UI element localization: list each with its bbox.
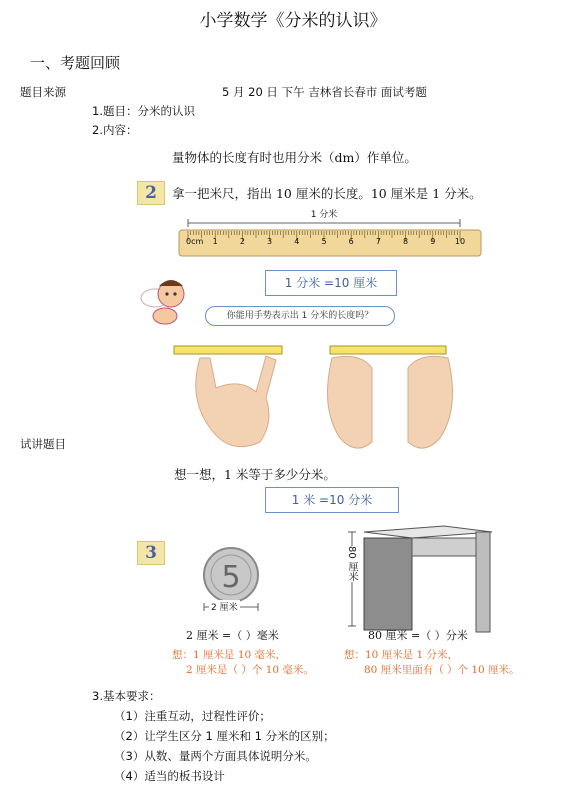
requirements-heading: 3.基本要求： xyxy=(92,689,161,703)
ruler-zero-label: 0cm xyxy=(186,237,204,246)
ruler-tick-label: 2 xyxy=(239,237,245,246)
requirement-item: （1）注重互动，过程性评价； xyxy=(114,709,271,723)
ruler-tick-label: 7 xyxy=(375,237,381,246)
hint-right-line1: 想：10 厘米是 1 分米， xyxy=(344,649,459,661)
document-title: 小学数学《分米的认识》 xyxy=(199,11,387,31)
question-number-3: 3 xyxy=(137,541,165,565)
equation-left: 2 厘米 =（ ）毫米 xyxy=(186,629,279,642)
ruler-tick-label: 10 xyxy=(454,237,466,246)
ruler-tick-label: 4 xyxy=(294,237,300,246)
hands-flat-icon xyxy=(320,338,460,460)
equation-right: 80 厘米 =（ ）分米 xyxy=(368,629,468,642)
content-line: 2.内容： xyxy=(92,123,138,137)
svg-text:5: 5 xyxy=(221,560,241,595)
equation-box-dm-cm: 1 分米 =10 厘米 xyxy=(265,270,397,296)
requirement-item: （2）让学生区分 1 厘米和 1 分米的区别； xyxy=(114,729,335,743)
ruler-tick-label: 1 xyxy=(212,237,218,246)
think-text: 想一想，1 米等于多少分米。 xyxy=(174,467,336,482)
source-label: 题目来源 xyxy=(20,85,66,99)
equation-box-m-dm: 1 米 =10 分米 xyxy=(265,487,399,513)
textbook-intro: 量物体的长度有时也用分米（dm）作单位。 xyxy=(172,150,417,165)
section-heading: 一、考题回顾 xyxy=(30,54,121,72)
trial-label: 试讲题目 xyxy=(20,437,66,451)
hint-left-line1: 想：1 厘米是 10 毫米， xyxy=(172,649,287,661)
question-2-text: 拿一把米尺，指出 10 厘米的长度。10 厘米是 1 分米。 xyxy=(172,186,482,201)
source-value: 5 月 20 日 下午 吉林省长春市 面试考题 xyxy=(222,85,427,99)
speech-bubble: 你能用手势表示出 1 分米的长度吗？ xyxy=(205,306,395,326)
cupid-icon xyxy=(135,270,195,330)
requirement-item: （4）适当的板书设计 xyxy=(114,769,225,783)
coin-label: 2 厘米 xyxy=(209,600,240,613)
question-number-2: 2 xyxy=(137,181,165,205)
hint-right-line2: 80 厘米里面有（ ）个 10 厘米。 xyxy=(364,664,520,676)
ruler-tick-label: 5 xyxy=(321,237,327,246)
ruler-tick-label: 9 xyxy=(430,237,436,246)
ruler-tick-label: 3 xyxy=(267,237,273,246)
topic-line: 1.题目：分米的认识 xyxy=(92,104,195,118)
hint-left-line2: 2 厘米是（ ）个 10 毫米。 xyxy=(186,664,314,676)
hand-pinch-icon xyxy=(170,338,290,456)
desk-height-label: 80 厘米 xyxy=(346,546,357,582)
ruler-span-label: 1 分米 xyxy=(310,210,338,220)
ruler-tick-label: 6 xyxy=(348,237,354,246)
ruler-tick-label: 8 xyxy=(403,237,409,246)
requirement-item: （3）从数、量两个方面具体说明分米。 xyxy=(114,749,317,763)
desk-icon xyxy=(344,522,504,634)
